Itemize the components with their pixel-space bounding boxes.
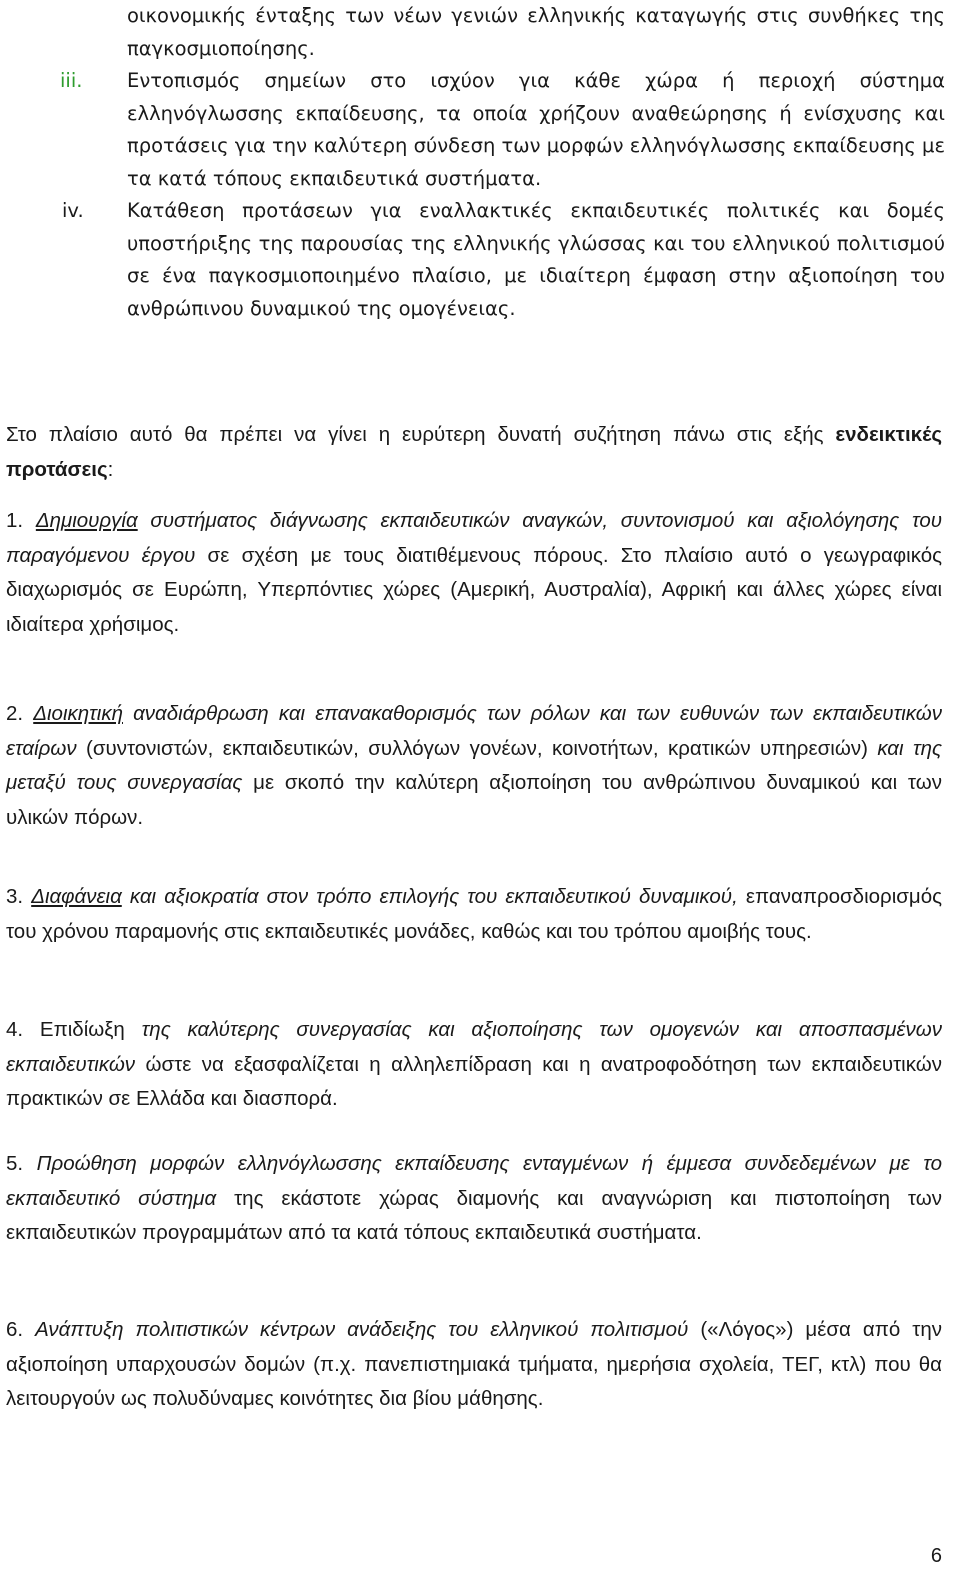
intro-colon: : — [107, 457, 114, 481]
proposal-4 — [6, 1013, 942, 1117]
proposal-text: της εκάστοτε χώρας διαμονής και αναγνώριση και πιστοποίηση των εκπαιδευτικών προγραμμάτων από τα κατά τόπους εκπαιδευτικά συστήματα. — [6, 1186, 942, 1244]
proposal-italic-text: Προώθηση μορφών ελληνόγλωσσης εκπαίδευσης ενταγμένων ή έμμεσα συνδεδεμένων με το εκπαιδευτικό σύστημα — [6, 1152, 943, 1210]
proposal-italic-text: συστήματος διάγνωσης εκπαιδευτικών αναγκών, συντονισμού και αξιολόγησης του παραγόμενου έργου — [6, 509, 942, 567]
proposal-text: ώστε να εξασφαλίζεται η αλληλεπίδραση και η ανατροφοδότηση των εκπαιδευτικών πρακτικών σε Ελλάδα και διασπορά. — [6, 1052, 942, 1110]
proposal-3 — [6, 880, 942, 949]
list-item-ii-continuation — [0, 0, 960, 65]
list-item-iii — [0, 65, 960, 195]
proposal-text: (συντονιστών, εκπαιδευτικών, συλλόγων γονέων, κοινοτήτων, κρατικών υπηρεσιών) — [76, 736, 878, 760]
intro-text: Στο πλαίσιο αυτό θα πρέπει να γίνει η ευρύτερη δυνατή συζήτηση πάνω στις εξής — [6, 423, 836, 446]
proposal-5 — [6, 1147, 942, 1251]
proposal-number: 6. — [6, 1318, 36, 1341]
proposal-6 — [6, 1313, 942, 1417]
proposal-number: 1. — [6, 509, 36, 532]
intro-bold-text: ενδεικτικές προτάσεις — [6, 423, 942, 481]
proposal-italic-text: της καλύτερης συνεργασίας και αξιοποίησης των ομογενών και αποσπασμένων εκπαιδευτικών — [6, 1018, 942, 1076]
page-number: 6 — [930, 1545, 942, 1567]
proposal-text-2: με σκοπό την καλύτερη αξιοποίηση του ανθρώπινου δυναμικού και των υλικών πόρων. — [6, 771, 942, 829]
intro-paragraph — [6, 418, 942, 487]
list-item-text: Κατάθεση προτάσεων για εναλλακτικές εκπαιδευτικές πολιτικές και δομές υποστήριξης της παρουσίας της ελληνικής γλώσσας και του ελληνικού πολιτισμού σε ένα παγκοσμιοποιημένο πλαίσιο, με ιδιαίτερη έμφαση στην αξιοποίηση του ανθρώπινου δυναμικού της ομογένειας. — [127, 199, 945, 320]
list-item-number: iii. — [60, 69, 83, 92]
proposal-number: 4. — [6, 1018, 40, 1041]
proposal-1 — [6, 504, 942, 642]
proposal-italic-text-2: και της μεταξύ τους συνεργασίας — [6, 736, 942, 794]
proposal-text: («Λόγος») μέσα από την αξιοποίηση υπαρχουσών δομών (π.χ. πανεπιστημιακά τμήματα, ημερήσια σχολεία, ΤΕΓ, κτλ) που θα λειτουργούν ως πολυδύναμες κοινότητες δια βίου μάθησης. — [6, 1318, 942, 1410]
proposal-number: 2. — [6, 702, 34, 725]
proposal-italic-text: και αξιοκρατία στον τρόπο επιλογής του εκπαιδευτικού δυναμικού, — [121, 885, 738, 908]
proposal-2 — [6, 697, 942, 835]
proposal-title: Διοικητική — [33, 702, 123, 725]
list-item-number: iv. — [62, 199, 84, 222]
proposal-title: Δημιουργία — [35, 509, 138, 532]
proposal-text-lead: Επιδίωξη — [39, 1018, 142, 1041]
proposal-number: 3. — [6, 885, 32, 908]
list-item-text: Εντοπισμός σημείων στο ισχύον για κάθε χώρα ή περιοχή σύστημα ελληνόγλωσσης εκπαίδευσης, τα οποία χρήζουν αναθεώρησης ή ενίσχυσης και προτάσεις για την καλύτερη σύνδεση των μορφών ελληνόγλωσσης εκπαίδευσης με τα κατά τόπους εκπαιδευτικά συστήματα. — [127, 69, 945, 190]
proposal-italic-text: αναδιάρθρωση και επανακαθορισμός των ρόλων και των ευθυνών των εκπαιδευτικών εταίρων — [6, 702, 943, 760]
proposal-text: επαναπροσδιορισμός του χρόνου παραμονής στις εκπαιδευτικές μονάδες, καθώς και του τρόπου αμοιβής τους. — [6, 885, 943, 943]
list-item-text: οικονομικής ένταξης των νέων γενιών ελληνικής καταγωγής στις συνθήκες της παγκοσμιοποίησης. — [127, 4, 945, 60]
proposal-italic-text: Ανάπτυξη πολιτιστικών κέντρων ανάδειξης του ελληνικού πολιτισμού — [35, 1318, 689, 1341]
list-item-iv — [0, 195, 960, 325]
proposal-number: 5. — [6, 1152, 37, 1175]
proposal-title: Διαφάνεια — [31, 885, 122, 908]
objectives-list — [0, 0, 960, 325]
proposal-text: σε σχέση με τους διατιθέμενους πόρους. Στο πλαίσιο αυτό ο γεωγραφικός διαχωρισμός σε Ευρώπη, Υπερπόντιες χώρες (Αμερική, Αυστραλία), Αφρική και άλλες χώρες είναι ιδιαίτερα χρήσιμος. — [6, 543, 943, 636]
